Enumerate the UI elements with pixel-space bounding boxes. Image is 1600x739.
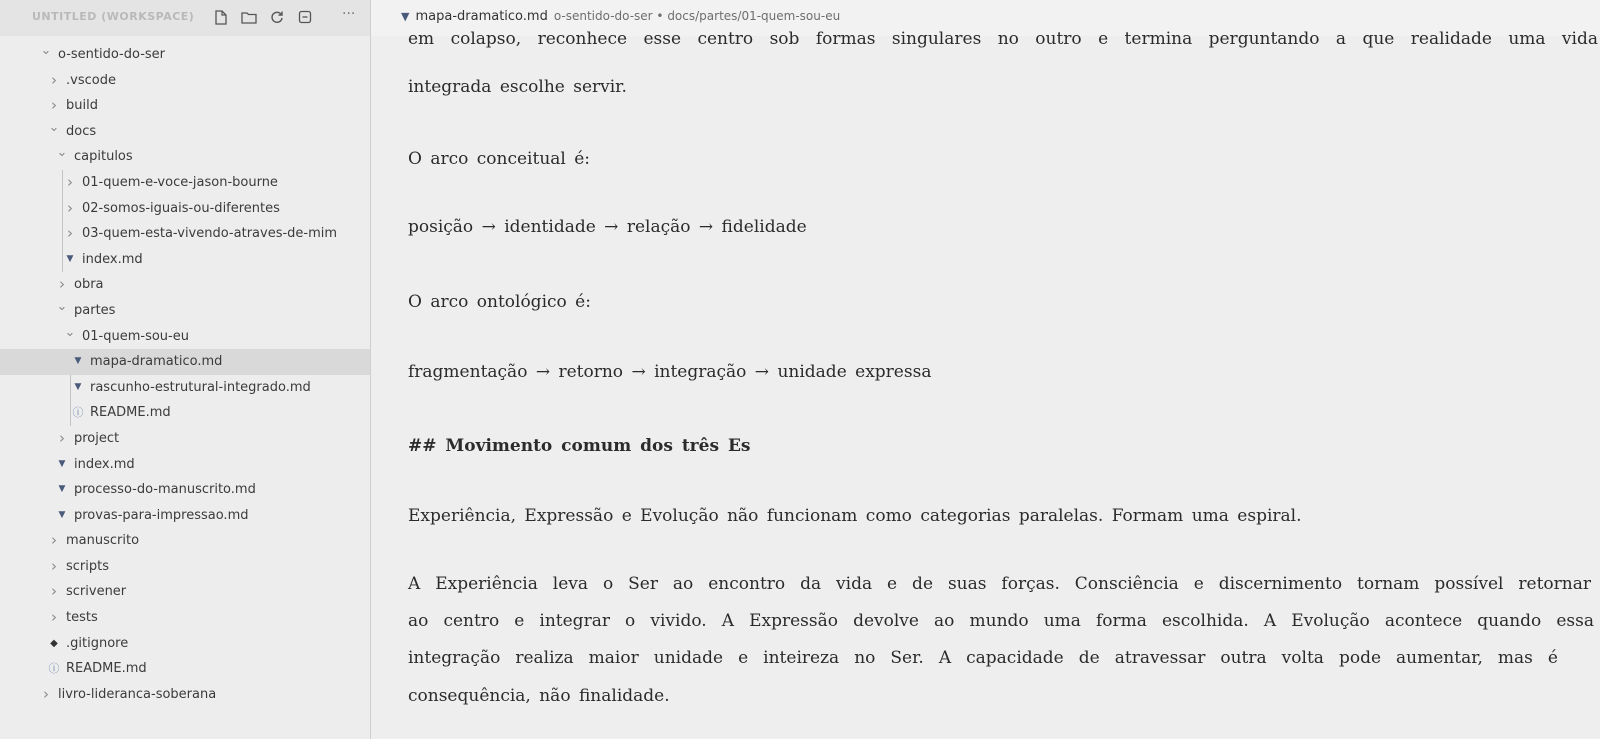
tree-item-label: manuscrito (66, 533, 140, 549)
tree-item-label: .gitignore (66, 635, 129, 651)
chevron-right-icon: › (51, 531, 57, 550)
markdown-file-icon: ▼ (74, 356, 82, 367)
tree-item-label: capitulos (74, 149, 133, 165)
chevron-right-icon: › (59, 275, 65, 294)
markdown-file-icon: ▼ (58, 484, 66, 495)
tree-item-label: README.md (90, 405, 171, 421)
chevron-down-icon: ⌄ (56, 298, 68, 314)
chevron-right-icon: › (51, 70, 57, 89)
tree-folder[interactable] (0, 579, 370, 605)
workspace-title[interactable]: UNTITLED (WORKSPACE) (32, 10, 195, 23)
tree-item-label: obra (74, 277, 104, 293)
new-file-icon[interactable] (212, 8, 230, 26)
chevron-right-icon: › (51, 582, 57, 601)
info-icon: ⓘ (48, 662, 60, 676)
chevron-right-icon: › (59, 428, 65, 447)
tree-item-label: 03-quem-esta-vivendo-atraves-de-mim (82, 226, 338, 242)
more-actions-icon[interactable]: ··· (342, 6, 356, 22)
tree-item-label: tests (66, 610, 98, 626)
info-icon: ⓘ (72, 406, 84, 420)
tree-file[interactable] (0, 477, 370, 503)
tree-folder[interactable] (0, 196, 370, 222)
tree-item-label: 02-somos-iguais-ou-diferentes (82, 200, 280, 216)
tree-item-label: README.md (66, 661, 147, 677)
chevron-right-icon: › (43, 684, 49, 703)
tree-file[interactable] (0, 400, 370, 426)
tree-item-label: index.md (74, 456, 135, 472)
tree-file[interactable] (0, 656, 370, 682)
tree-folder[interactable] (0, 682, 370, 708)
chevron-right-icon: › (67, 224, 73, 243)
markdown-file-icon: ▼ (74, 381, 82, 392)
tree-item-label: project (74, 430, 120, 446)
tree-file[interactable] (0, 503, 370, 529)
tree-folder[interactable] (0, 426, 370, 452)
tree-item-label: provas-para-impressao.md (74, 507, 249, 523)
indent-guide (70, 375, 71, 426)
tree-folder[interactable] (0, 42, 370, 68)
tree-file[interactable] (0, 452, 370, 478)
paragraph-line: em colapso, reconhece esse centro sob formas singulares no outro e termina perguntando a que realidade uma vida (408, 29, 1598, 49)
tree-folder[interactable] (0, 554, 370, 580)
tree-item-label: index.md (82, 251, 143, 267)
tree-folder[interactable] (0, 528, 370, 554)
paragraph: Experiência, Expressão e Evolução não funcionam como categorias paralelas. Formam uma espiral. (408, 506, 1302, 526)
paragraph: O arco ontológico é: (408, 292, 591, 312)
refresh-icon[interactable] (268, 8, 286, 26)
tree-item-label: rascunho-estrutural-integrado.md (90, 379, 311, 395)
chevron-right-icon: › (51, 608, 57, 627)
paragraph: O arco conceitual é: (408, 149, 591, 169)
paragraph-line: integração realiza maior unidade e inteireza no Ser. A capacidade de atravessar outra volta pode aumentar, mas é (408, 648, 1558, 668)
chevron-right-icon: › (51, 556, 57, 575)
tree-file[interactable] (0, 631, 370, 657)
paragraph: fragmentação → retorno → integração → unidade expressa (408, 362, 932, 382)
tree-item-label: build (66, 98, 98, 114)
markdown-file-icon: ▼ (58, 458, 66, 469)
chevron-down-icon: ⌄ (48, 119, 60, 135)
tree-folder[interactable] (0, 144, 370, 170)
markdown-file-icon: ▼ (66, 253, 74, 264)
breadcrumb-path[interactable]: o-sentido-do-ser • docs/partes/01-quem-sou-eu (553, 9, 841, 23)
section-heading: ## Movimento comum dos três Es (408, 436, 751, 456)
tree-folder[interactable] (0, 221, 370, 247)
markdown-file-icon: ▼ (401, 10, 410, 23)
tree-item-label: partes (74, 302, 116, 318)
tree-file[interactable] (0, 247, 370, 273)
explorer-actions (212, 8, 314, 26)
paragraph-line: integrada escolhe servir. (408, 77, 627, 97)
chevron-right-icon: › (51, 96, 57, 115)
tree-item-label: 01-quem-e-voce-jason-bourne (82, 174, 278, 190)
tree-item-label: mapa-dramatico.md (90, 354, 223, 370)
tree-file[interactable] (0, 349, 370, 375)
tree-item-label: docs (66, 123, 97, 139)
paragraph-line: ao centro e integrar o vivido. A Expressão devolve ao mundo uma forma escolhida. A Evolução acontece quando essa (408, 611, 1594, 631)
markdown-editor[interactable] (371, 29, 1600, 739)
chevron-down-icon: ⌄ (40, 43, 52, 58)
chevron-down-icon: ⌄ (64, 324, 76, 340)
tree-item-label: scripts (66, 558, 109, 574)
breadcrumb (401, 9, 840, 24)
tree-folder[interactable] (0, 605, 370, 631)
tree-item-label: processo-do-manuscrito.md (74, 482, 256, 498)
markdown-file-icon: ▼ (58, 509, 66, 520)
breadcrumb-file[interactable]: mapa-dramatico.md (415, 9, 548, 24)
tree-folder[interactable] (0, 68, 370, 94)
tree-item-label: o-sentido-do-ser (58, 47, 165, 62)
tree-item-label: 01-quem-sou-eu (82, 328, 189, 344)
chevron-down-icon: ⌄ (56, 145, 68, 161)
paragraph-line: A Experiência leva o Ser ao encontro da vida e de suas forças. Consciência e discernimento tornam possível retornar (408, 574, 1591, 594)
tree-folder[interactable] (0, 324, 370, 350)
git-icon: ◆ (50, 637, 58, 649)
indent-guide (62, 170, 63, 272)
paragraph: posição → identidade → relação → fidelidade (408, 217, 807, 237)
tree-item-label: livro-lideranca-soberana (58, 686, 217, 702)
tree-item-label: .vscode (66, 72, 116, 88)
file-tree (0, 42, 370, 707)
chevron-right-icon: › (67, 198, 73, 217)
new-folder-icon[interactable] (240, 8, 258, 26)
tree-file[interactable] (0, 375, 370, 401)
tree-item-label: scrivener (66, 584, 127, 600)
chevron-right-icon: › (67, 172, 73, 191)
collapse-icon[interactable] (296, 8, 314, 26)
tree-folder[interactable] (0, 298, 370, 324)
explorer-header (0, 0, 370, 36)
paragraph-line: consequência, não finalidade. (408, 686, 670, 706)
explorer-sidebar (0, 0, 371, 739)
tree-folder[interactable] (0, 170, 370, 196)
